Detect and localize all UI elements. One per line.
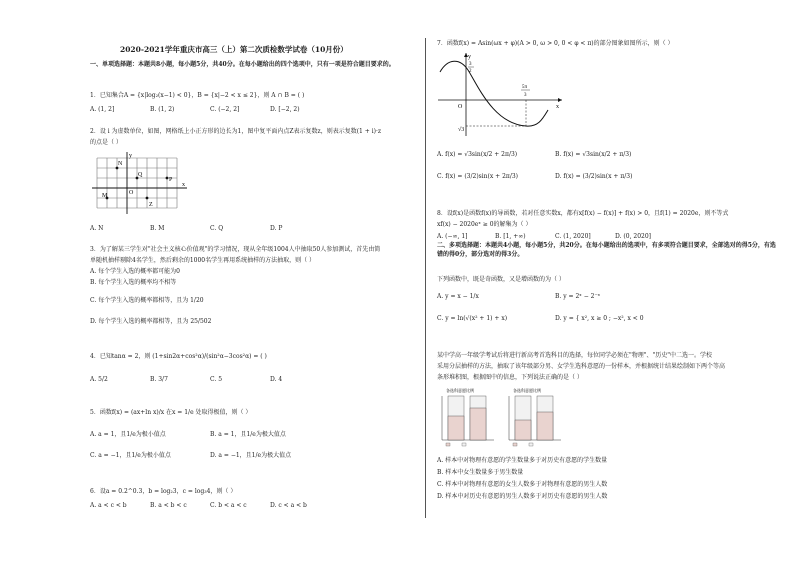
x-axis-label: x: [182, 182, 185, 188]
q3-stem-line1: 3．为了解某三学生对"社会主义核心价值观"的学习情况，现从全年级1004人中抽取50人参加测试，首先由简: [90, 246, 381, 253]
q3-stem-line2: 单随机抽样剔除4名学生，然后剩余的1000名学生再用系统抽样的方法抽取，则（ ）: [90, 257, 315, 264]
q4-option-a: A. 5/2: [90, 376, 108, 383]
q8-option-b: B. [1, +∞): [495, 233, 526, 240]
point-n-label: N: [118, 161, 123, 167]
q2-stem-line2: 的点是（ ）: [90, 139, 122, 146]
q7-y-axis-label: y: [468, 54, 471, 60]
q8-option-a: A. (−∞, 1]: [437, 233, 468, 240]
q6-option-d: D. c < a < b: [270, 502, 307, 509]
q2-stem-line1: 2．设 i 为虚数单位，如图，网格纸上小正方形的边长为1，图中复平面内点Z表示复数z，则表示复数(1 + i)·z: [90, 128, 382, 135]
q7-ymin-label: √3: [458, 127, 465, 133]
q5-option-a: A. a = 1，且1/e为极小值点: [90, 431, 166, 438]
point-p-label: P: [169, 177, 173, 183]
q7-option-d: D. f(x) = (3/2)sin(x + π/3): [555, 173, 633, 180]
q7-stem: 7．函数f(x) = Asin(ωx + φ)(A > 0, ω > 0, 0 < φ < π)的部分图象如图所示，则（ ）: [437, 40, 674, 47]
q4-option-d: D. 4: [270, 376, 283, 383]
q7-sine-graph: [436, 50, 566, 138]
point-q-label: Q: [138, 172, 143, 178]
point-z-label: Z: [149, 202, 153, 208]
q10-stem-line1: 某中学高一年级学考试后将进行新高考首选科目的选择，每位同学必须在"物理"、"历史"中二选一。学校: [437, 352, 713, 359]
q7-x-axis-label: x: [556, 104, 559, 110]
q10-option-c: C. 样本中对物理有意愿的女生人数多于对物理有意愿的男生人数: [437, 481, 608, 488]
q3-option-a: A. 每个学生入选的概率都可能为0: [90, 268, 180, 275]
q10-right-stacked-chart: [503, 386, 563, 448]
q7-ymax-denominator: 2: [469, 69, 472, 74]
q4-option-b: B. 3/7: [150, 376, 168, 383]
q9-option-a: A. y = x − 1/x: [437, 293, 479, 300]
q1-option-b: B. (1, 2): [150, 106, 175, 113]
q7-xmark-denominator: 3: [524, 93, 527, 98]
q5-option-b: B. a = 1，且1/e为极大值点: [210, 431, 286, 438]
q2-complex-plane-figure: [92, 150, 192, 218]
q9-option-d: D. y = { x², x ≥ 0 ; −x², x < 0: [555, 315, 644, 322]
q10-stem-line3: 条形堆积图，根据图中的信息，下列说法正确的是（ ）: [437, 374, 583, 381]
q8-stem-line1: 8．设f(x)是函数f(x)的导函数，若对任意实数x，都有x[f(x) − f(x)] + f(x) > 0，且f(1) = 2020e，则不等式: [437, 210, 729, 217]
q10-left-chart-title: 各选科意愿比例: [446, 388, 474, 393]
q9-option-c: C. y = ln(√(x² + 1) + x): [437, 315, 508, 322]
q10-option-b: B. 样本中女生数量多于男生数量: [437, 469, 524, 476]
q4-stem: 4．已知tanα = 2，则 (1+sin2α+cos²α)/(sin²α−3cos²α) = ( ): [90, 353, 267, 360]
y-axis-label: y: [129, 153, 132, 159]
q1-stem: 1．已知集合A = {x|log₂(x−1) < 0}，B = {x|−2 < x ≤ 2}，则 A ∩ B = ( ): [90, 92, 305, 99]
column-divider: [425, 38, 426, 518]
q8-stem-line2: xf(x) − 2020eˣ ≥ 0的解集为（ ）: [437, 221, 532, 228]
q9-stem: 下列函数中，既是奇函数，又是增函数的为（ ）: [437, 276, 565, 283]
page-title: 2020-2021学年重庆市高三（上）第二次质检数学试卷（10月份）: [120, 45, 348, 54]
q4-option-c: C. 5: [210, 376, 223, 383]
q6-option-b: B. a < b < c: [150, 502, 187, 509]
q2-option-c: C. Q: [210, 225, 224, 232]
q1-option-a: A. (1, 2]: [90, 106, 115, 113]
q10-option-a: A. 样本中对物理有意愿的学生数量多于对历史有意愿的学生数量: [437, 457, 608, 464]
section-two-heading: 二、多项选择题：本题共4小题，每小题5分，共20分。在每小题给出的选项中，有多项符合题目要求，全部选对的得5分，有选错的得0分，部分选对的得3分。: [437, 242, 776, 258]
q3-option-b: B. 每个学生入选的概率均不相等: [90, 279, 177, 286]
q1-option-c: C. (−2, 2]: [210, 106, 240, 113]
q10-option-d: D. 样本中对历史有意愿的男生人数多于对历史有意愿的男生人数: [437, 493, 608, 500]
q7-option-b: B. f(x) = √3sin(x/2 + π/3): [555, 151, 632, 158]
q6-stem: 6．设a = 0.2^0.3，b = log₂3，c = log₃4，则（ ）: [90, 488, 237, 495]
point-m-label: M: [102, 193, 108, 199]
q5-option-d: D. a = −1，且1/e为极大值点: [210, 452, 292, 459]
q2-option-b: B. M: [150, 225, 165, 232]
q6-option-c: C. b < a < c: [210, 502, 247, 509]
q7-option-c: C. f(x) = (3/2)sin(x + 2π/3): [437, 173, 519, 180]
q3-option-c: C. 每个学生入选的概率都相等，且为 1/20: [90, 297, 204, 304]
q5-option-c: C. a = −1，且1/e为极小值点: [90, 452, 171, 459]
q2-option-d: D. P: [270, 225, 283, 232]
q7-option-a: A. f(x) = √3sin(x/2 + 2π/3): [437, 151, 518, 158]
q7-ymax-numerator: 3: [469, 62, 472, 67]
q2-option-a: A. N: [90, 225, 104, 232]
q1-option-d: D. [−2, 2): [270, 106, 300, 113]
q6-option-a: A. a < c < b: [90, 502, 127, 509]
section-one-heading: 一、单项选择题：本题共8小题，每小题5分，共40分。在每小题给出的四个选项中，只有一项是符合题目要求的。: [90, 61, 395, 68]
q5-stem: 5．函数f(x) = (ax+ln x)/x 在x = 1/e 处取得极值，则（ ）: [90, 409, 252, 416]
q7-origin-label: O: [458, 104, 463, 110]
q10-right-chart-title: 各选科意愿比例: [513, 388, 541, 393]
q3-option-d: D. 每个学生入选的概率都相等，且为 25/502: [90, 318, 212, 325]
q10-left-stacked-chart: [436, 386, 496, 448]
q7-xmark-numerator: 5π: [522, 85, 528, 90]
q8-option-d: D. (0, 2020]: [615, 233, 651, 240]
origin-label: O: [129, 190, 134, 196]
q8-option-c: C. (1, 2020]: [555, 233, 591, 240]
q10-stem-line2: 采用分层抽样的方法，抽取了该年级部分男、女学生选科意愿的一份样本，并根据统计结果绘制如下两个等高: [437, 363, 726, 370]
q9-option-b: B. y = 2ˣ − 2⁻ˣ: [555, 293, 601, 300]
